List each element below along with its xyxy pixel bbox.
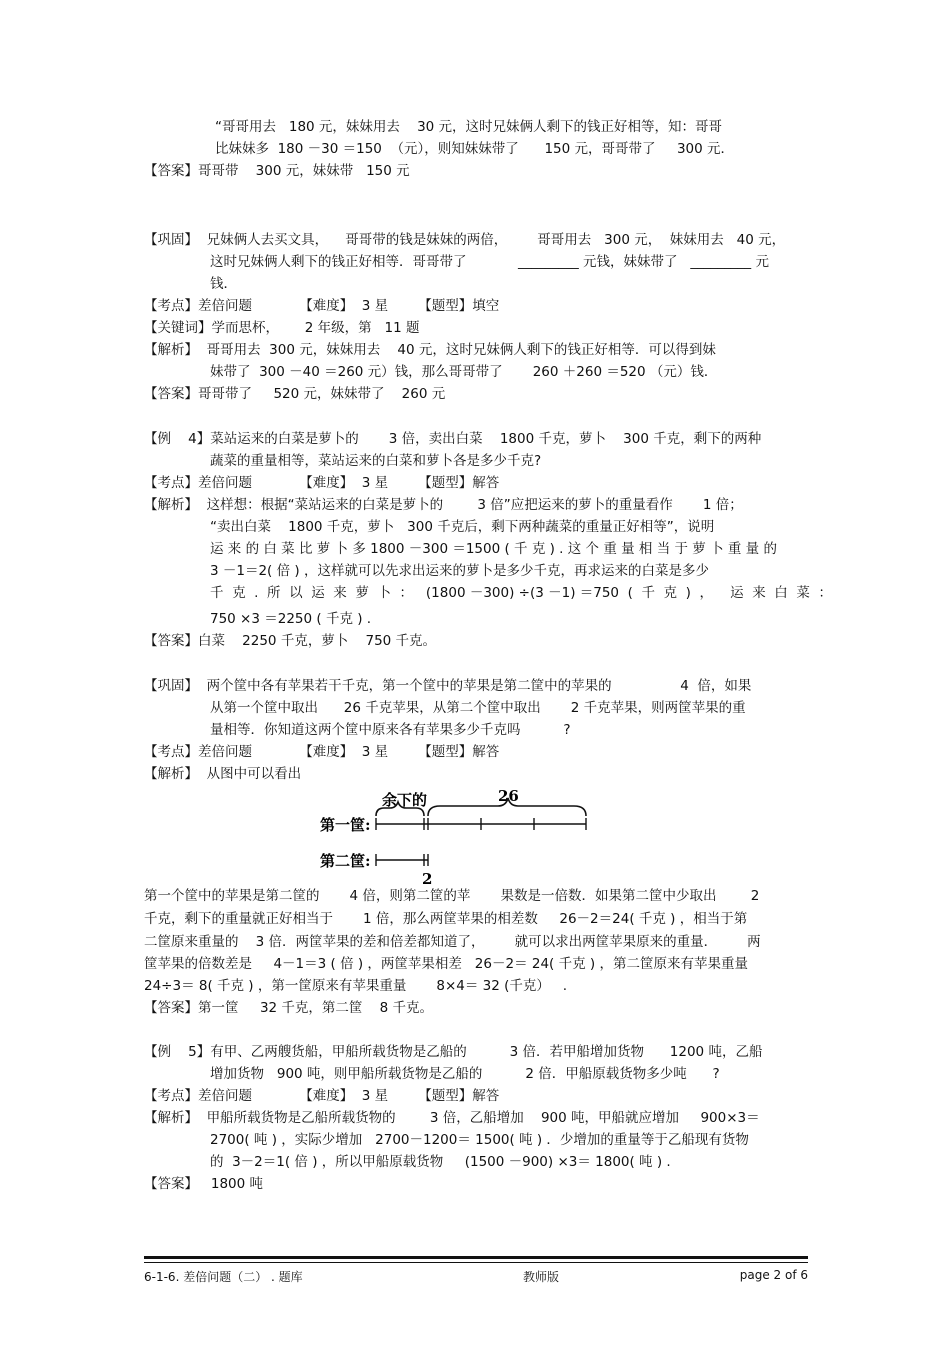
text-line: 比妹妹多 180 －30 ＝150 （元），则知妹妹带了 150 元，哥哥带了 300 元．	[215, 141, 735, 157]
text-line: 【解析】 从图中可以看出	[144, 766, 302, 782]
text-line: 从第一个筐中取出 26 千克苹果，从第二个筐中取出 2 千克苹果，则两筐苹果的重	[210, 700, 746, 716]
text-line: 【答案】 1800 吨	[144, 1176, 264, 1192]
basket-diagram	[318, 778, 618, 888]
text-line: 千克，剩下的重量就正好相当于 1 倍，那么两筐苹果的相差数 26－2＝24( 千克 ) ，相当于第	[144, 911, 748, 927]
diagram-label-basket2: 第二筐:	[320, 852, 371, 870]
footer-rule-thick	[144, 1256, 808, 1259]
diagram-label-remaining: 余下的	[382, 791, 428, 809]
text-line: 【解析】 甲船所载货物是乙船所载货物的 3 倍，乙船增加 900 吨，甲船就应增加 900×3＝	[144, 1110, 760, 1126]
text-line: 【答案】第一筐 32 千克，第二筐 8 千克。	[144, 1000, 433, 1016]
text-line: 【例 5】有甲、乙两艘货船，甲船所载货物是乙船的 3 倍．若甲船增加货物 1200 吨，乙船	[144, 1044, 763, 1060]
text-line: 【考点】差倍问题 【难度】 3 星 【题型】解答	[144, 744, 500, 760]
text-line: 【考点】差倍问题 【难度】 3 星 【题型】填空	[144, 298, 500, 314]
text-line: 千 克 . 所 以 运 来 萝 卜 ： (1800 －300) ÷(3 －1) ＝750 ( 千 克 ) ， 运 来 白 菜 ：	[210, 585, 832, 601]
text-line: 钱．	[210, 276, 237, 292]
text-line: 【解析】 哥哥用去 300 元，妹妹用去 40 元，这时兄妹俩人剩下的钱正好相等．可以得到妹	[144, 342, 716, 358]
text-line: 运 来 的 白 菜 比 萝 卜 多 1800 －300 ＝1500 ( 千 克 ) . 这 个 重 量 相 当 于 萝 卜 重 量 的	[210, 541, 777, 557]
text-line: 3 －1＝2( 倍 ) ，这样就可以先求出运来的萝卜是多少千克，再求运来的白菜是多少	[210, 563, 709, 579]
text-line: 【例 4】菜站运来的白菜是萝卜的 3 倍，卖出白菜 1800 千克，萝卜 300 千克，剩下的两种	[144, 431, 762, 447]
text-line: 【答案】哥哥带 300 元，妹妹带 150 元	[144, 163, 410, 179]
text-line: 增加货物 900 吨，则甲船所载货物是乙船的 2 倍．甲船原载货物多少吨 ?	[210, 1066, 720, 1082]
footer-rule-thin	[144, 1262, 808, 1263]
text-line: 筐苹果的倍数差是 4－1＝3 ( 倍 ) ，两筐苹果相差 26－2＝ 24( 千克 ) ，第二筐原来有苹果重量	[144, 956, 748, 972]
footer-center: 教师版	[523, 1270, 560, 1284]
text-line: 【考点】差倍问题 【难度】 3 星 【题型】解答	[144, 475, 500, 491]
text-line: 【关键词】学而思杯， 2 年级，第 11 题	[144, 320, 420, 336]
text-line: 二筐原来重量的 3 倍．两筐苹果的差和倍差都知道了， 就可以求出两筐苹果原来的重量． 两	[144, 934, 761, 950]
text-line: 【巩固】 兄妹俩人去买文具， 哥哥带的钱是妹妹的两倍， 哥哥用去 300 元， 妹妹用去 40 元，	[144, 232, 786, 248]
footer-left: 6-1-6. 差倍问题（二） . 题库	[144, 1270, 303, 1284]
text-line: 【答案】哥哥带了 520 元，妹妹带了 260 元	[144, 386, 446, 402]
text-line: 2700( 吨 ) ，实际少增加 2700－1200＝ 1500( 吨 ) ．少增加的重量等于乙船现有货物	[210, 1132, 749, 1148]
brace-26	[428, 798, 586, 816]
text-line: 蔬菜的重量相等，菜站运来的白菜和萝卜各是多少千克?	[210, 453, 542, 469]
text-line: 第一个筐中的苹果是第二筐的 4 倍，则第二筐的苹 果数是一倍数．如果第二筐中少取出 2	[144, 888, 760, 904]
footer-page-number: page 2 of 6	[739, 1268, 808, 1282]
text-line: 24÷3＝ 8( 千克 ) ，第一筐原来有苹果重量 8×4＝ 32 (千克） .	[144, 978, 568, 994]
text-line: “卖出白菜 1800 千克，萝卜 300 千克后，剩下两种蔬菜的重量正好相等”，说明	[210, 519, 715, 535]
diagram-label-26: 26	[498, 787, 519, 805]
text-line: 的 3－2＝1( 倍 ) ，所以甲船原载货物 (1500 －900) ×3＝ 1800( 吨 ) .	[210, 1154, 671, 1170]
text-line: 【解析】 这样想：根据“菜站运来的白菜是萝卜的 3 倍”应把运来的萝卜的重量看作 1 倍；	[144, 497, 743, 513]
text-line: 750 ×3 ＝2250 ( 千克 ) .	[210, 611, 372, 627]
text-line: 量相等．你知道这两个筐中原来各有苹果多少千克吗 ?	[210, 722, 571, 738]
text-line: 【答案】白菜 2250 千克，萝卜 750 千克。	[144, 633, 437, 649]
text-line: 【考点】差倍问题 【难度】 3 星 【题型】解答	[144, 1088, 500, 1104]
text-line: “哥哥用去 180 元，妹妹用去 30 元，这时兄妹俩人剩下的钱正好相等，知：哥哥	[215, 119, 723, 135]
text-line: 【巩固】 两个筐中各有苹果若干千克，第一个筐中的苹果是第二筐中的苹果的 4 倍，如果	[144, 678, 752, 694]
diagram-label-basket1: 第一筐:	[320, 816, 371, 834]
text-line: 这时兄妹俩人剩下的钱正好相等．哥哥带了 _________ 元钱，妹妹带了 _________ 元	[210, 254, 769, 270]
text-line: 妹带了 300 －40 ＝260 元）钱，那么哥哥带了 260 ＋260 ＝520 （元）钱．	[210, 364, 718, 380]
diagram-label-2: 2	[422, 870, 433, 888]
